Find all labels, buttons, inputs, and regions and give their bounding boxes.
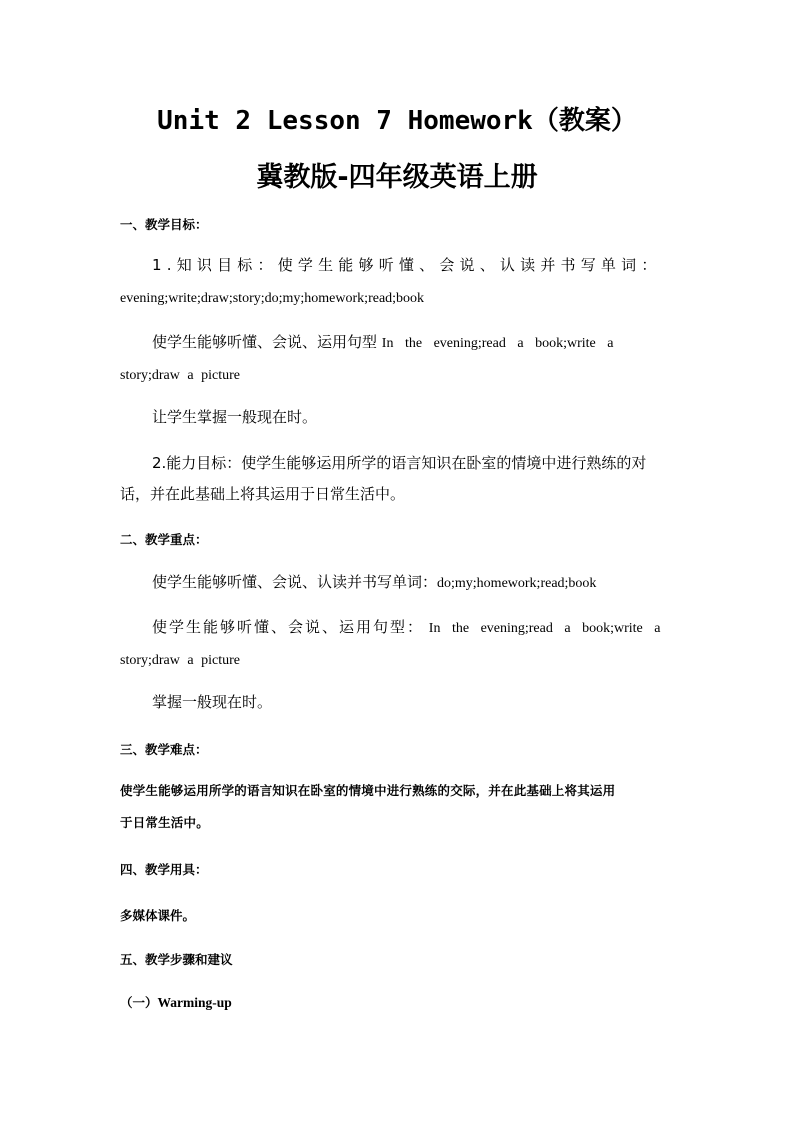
key-points-sentences-en: In the evening;read a book;write a bbox=[428, 621, 661, 636]
sentence-pattern-paragraph bbox=[120, 327, 675, 359]
section-heading-key-points: 二、教学重点： bbox=[120, 532, 208, 547]
key-points-grammar: 掌握一般现在时。 bbox=[152, 693, 273, 711]
knowledge-objective-words bbox=[120, 282, 675, 314]
sentence-pattern-continued bbox=[120, 359, 675, 391]
key-points-sentences-en-line2: story;draw a picture bbox=[120, 653, 240, 668]
key-points-words-cn: 使学生能够听懂、会说、认读并书写单词： bbox=[152, 573, 438, 591]
key-points-sentences-cn: 使学生能够听懂、会说、运用句型： bbox=[152, 618, 425, 636]
ability-objective-line2: 话，并在此基础上将其运用于日常生活中。 bbox=[120, 485, 406, 503]
vocabulary-list: evening;write;draw;story;do;my;homework;read;book bbox=[120, 291, 425, 306]
subsection-number: （一） bbox=[120, 995, 158, 1010]
section-heading-objectives: 一、教学目标： bbox=[120, 217, 208, 232]
key-points-sentences-continued bbox=[120, 644, 675, 676]
sentence-pattern-en-line2: story;draw a picture bbox=[120, 368, 240, 383]
document-title: Unit 2 Lesson 7 Homework（教案） bbox=[157, 106, 637, 136]
document-subtitle: 冀教版-四年级英语上册 bbox=[256, 162, 538, 193]
knowledge-objective-paragraph bbox=[120, 250, 675, 281]
section-heading-teaching-steps: 五、教学步骤和建议 bbox=[120, 952, 233, 967]
section-heading-teaching-aids: 四、教学用具： bbox=[120, 862, 208, 877]
ability-objective-line1: 2.能力目标：使学生能够运用所学的语言知识在卧室的情境中进行熟练的对 bbox=[152, 454, 647, 472]
key-points-sentences bbox=[120, 612, 675, 644]
knowledge-objective-cn: 1.知识目标：使学生能够听懂、会说、认读并书写单词： bbox=[152, 256, 662, 274]
sentence-pattern-cn: 使学生能够听懂、会说、运用句型 bbox=[152, 333, 378, 351]
teaching-aids-content: 多媒体课件。 bbox=[120, 908, 196, 923]
sentence-pattern-en: In the evening;read a book;write a bbox=[381, 336, 614, 351]
subsection-warming-up bbox=[120, 993, 232, 1011]
subsection-title: Warming-up bbox=[157, 995, 232, 1010]
key-points-words bbox=[120, 567, 675, 599]
section-heading-difficulties: 三、教学难点： bbox=[120, 742, 208, 757]
difficulties-line2: 于日常生活中。 bbox=[120, 815, 209, 830]
grammar-objective: 让学生掌握一般现在时。 bbox=[152, 408, 318, 426]
key-points-vocab: do;my;homework;read;book bbox=[437, 576, 597, 591]
difficulties-line1: 使学生能够运用所学的语言知识在卧室的情境中进行熟练的交际，并在此基础上将其运用 bbox=[120, 783, 616, 798]
